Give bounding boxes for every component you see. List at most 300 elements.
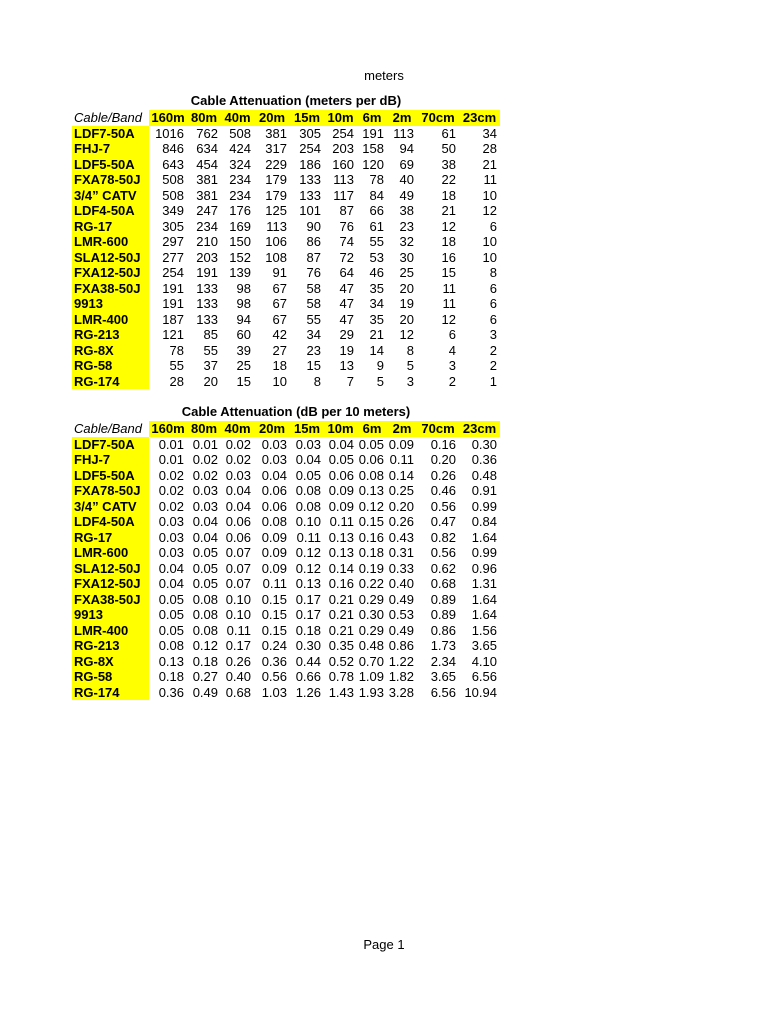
attenuation-value: 0.06 [225, 529, 251, 545]
attenuation-value: 10 [482, 187, 497, 203]
attenuation-value: 0.33 [388, 560, 414, 576]
cable-name: LDF4-50A [72, 514, 149, 530]
attenuation-value: 25 [399, 265, 414, 280]
attenuation-value: 0.03 [261, 436, 287, 452]
attenuation-value: 160 [332, 156, 354, 172]
attenuation-value: 0.99 [471, 545, 497, 560]
attenuation-value: 179 [265, 172, 287, 187]
attenuation-value: 0.47 [430, 514, 456, 529]
table-row [72, 219, 500, 235]
attenuation-value: 18 [441, 234, 456, 249]
table-row [72, 669, 500, 685]
attenuation-value: 0.56 [430, 545, 456, 560]
attenuation-value: 5 [406, 358, 414, 373]
attenuation-value: 133 [299, 187, 321, 203]
attenuation-value: 117 [333, 187, 354, 203]
attenuation-value: 1.31 [471, 576, 497, 591]
attenuation-value: 643 [162, 156, 184, 172]
cable-name: FHJ-7 [72, 452, 149, 468]
cable-name: LDF5-50A [72, 468, 149, 484]
attenuation-value: 53 [369, 249, 384, 265]
band-header: 20m [254, 421, 290, 437]
attenuation-value: 10 [482, 249, 497, 265]
band-header: 160m [149, 421, 187, 437]
attenuation-value: 0.24 [261, 638, 287, 653]
attenuation-value: 297 [162, 234, 184, 249]
attenuation-value: 0.18 [358, 545, 384, 560]
cable-name: RG-213 [72, 638, 149, 654]
attenuation-value: 34 [306, 327, 321, 342]
attenuation-value: 0.86 [388, 638, 414, 653]
attenuation-value: 139 [229, 265, 251, 280]
table-row [72, 638, 500, 654]
attenuation-value: 0.04 [261, 467, 287, 483]
table-row [72, 265, 500, 281]
attenuation-value: 1.26 [295, 684, 321, 700]
attenuation-value: 0.99 [471, 498, 497, 514]
attenuation-value: 186 [299, 156, 321, 172]
table-2-title: Cable Attenuation (dB per 10 meters) [181, 404, 411, 419]
attenuation-value: 0.96 [471, 560, 497, 576]
attenuation-value: 0.08 [295, 483, 321, 498]
attenuation-value: 508 [229, 125, 251, 141]
attenuation-value: 0.05 [192, 576, 218, 591]
attenuation-value: 133 [196, 311, 218, 327]
attenuation-value: 0.40 [225, 669, 251, 684]
attenuation-value: 0.53 [388, 607, 414, 622]
attenuation-value: 0.03 [158, 545, 184, 560]
attenuation-value: 1.82 [388, 669, 414, 684]
attenuation-value: 20 [399, 280, 414, 296]
table-row [72, 281, 500, 297]
attenuation-value: 10.94 [464, 684, 497, 700]
attenuation-value: 3 [448, 358, 456, 373]
attenuation-value: 86 [306, 234, 321, 249]
attenuation-value: 0.03 [261, 452, 287, 467]
attenuation-value: 0.03 [158, 529, 184, 545]
attenuation-value: 12 [482, 203, 497, 218]
attenuation-value: 150 [229, 234, 251, 249]
attenuation-value: 454 [196, 156, 218, 172]
attenuation-value: 30 [399, 249, 414, 265]
attenuation-value: 0.14 [388, 467, 414, 483]
band-header: 40m [221, 110, 254, 126]
cable-name: 3/4” CATV [72, 188, 149, 204]
table-row [72, 576, 500, 592]
cable-name: RG-17 [72, 530, 149, 546]
attenuation-value: 234 [229, 187, 251, 203]
attenuation-value: 152 [229, 249, 251, 265]
attenuation-value: 3.65 [430, 669, 456, 684]
attenuation-value: 381 [196, 187, 218, 203]
attenuation-value: 34 [482, 125, 497, 141]
attenuation-value: 0.13 [158, 653, 184, 669]
attenuation-value: 4.10 [471, 653, 497, 669]
cable-name: 3/4” CATV [72, 499, 149, 515]
attenuation-value: 324 [229, 156, 251, 172]
attenuation-value: 0.26 [430, 467, 456, 483]
attenuation-value: 0.03 [192, 483, 218, 498]
cable-name: FXA12-50J [72, 265, 149, 281]
attenuation-value: 0.35 [328, 638, 354, 653]
attenuation-value: 203 [196, 249, 218, 265]
attenuation-value: 0.10 [295, 514, 321, 529]
attenuation-value: 1.64 [471, 529, 497, 545]
table-row [72, 343, 500, 359]
attenuation-value: 0.13 [358, 483, 384, 498]
attenuation-value: 176 [229, 203, 251, 218]
attenuation-value: 0.05 [158, 622, 184, 638]
attenuation-value: 0.12 [192, 638, 218, 653]
attenuation-value: 0.06 [261, 498, 287, 514]
attenuation-value: 42 [272, 327, 287, 342]
attenuation-value: 14 [369, 342, 384, 358]
table-1-body [72, 126, 500, 390]
table-row [72, 234, 500, 250]
attenuation-value: 11 [442, 280, 456, 296]
attenuation-value: 0.62 [430, 560, 456, 576]
attenuation-value: 0.44 [295, 653, 321, 669]
attenuation-value: 203 [332, 141, 354, 156]
attenuation-value: 2 [489, 342, 497, 358]
attenuation-value: 0.04 [158, 576, 184, 591]
attenuation-value: 133 [196, 280, 218, 296]
attenuation-value: 1.64 [471, 607, 497, 622]
attenuation-value: 9 [376, 358, 384, 373]
attenuation-value: 0.30 [471, 436, 497, 452]
attenuation-value: 0.09 [328, 498, 354, 514]
attenuation-value: 2.34 [430, 653, 456, 669]
attenuation-value: 0.15 [261, 607, 287, 622]
attenuation-value: 0.31 [388, 545, 414, 560]
attenuation-value: 67 [272, 311, 287, 327]
attenuation-value: 381 [265, 125, 287, 141]
attenuation-value: 0.02 [158, 467, 184, 483]
table-row [72, 654, 500, 670]
attenuation-value: 234 [196, 218, 218, 234]
band-header: 23cm [459, 110, 500, 126]
attenuation-value: 6 [489, 280, 497, 296]
table-row [72, 468, 500, 484]
attenuation-value: 90 [306, 218, 321, 234]
attenuation-value: 21 [441, 203, 456, 218]
attenuation-value: 0.04 [192, 529, 218, 545]
attenuation-value: 55 [203, 342, 218, 358]
attenuation-value: 3 [406, 373, 414, 389]
attenuation-value: 108 [265, 249, 287, 265]
attenuation-value: 0.09 [328, 483, 354, 498]
attenuation-value: 0.89 [430, 607, 456, 622]
cable-name: FXA78-50J [72, 172, 149, 188]
attenuation-value: 69 [399, 156, 414, 172]
cable-name: LMR-600 [72, 545, 149, 561]
attenuation-value: 0.06 [358, 452, 384, 467]
attenuation-value: 0.03 [225, 467, 251, 483]
attenuation-value: 5 [376, 373, 384, 389]
table-row [72, 437, 500, 453]
attenuation-value: 0.17 [295, 607, 321, 622]
attenuation-value: 4 [448, 342, 456, 358]
attenuation-value: 15 [441, 265, 456, 280]
attenuation-value: 28 [169, 373, 184, 389]
attenuation-value: 191 [162, 280, 184, 296]
attenuation-value: 50 [441, 141, 456, 156]
cable-band-header: Cable/Band [74, 421, 142, 436]
attenuation-value: 60 [236, 327, 251, 342]
cable-name: LDF4-50A [72, 203, 149, 219]
attenuation-value: 349 [162, 203, 184, 218]
attenuation-value: 11 [483, 172, 497, 187]
attenuation-value: 125 [265, 203, 287, 218]
attenuation-value: 10 [272, 373, 287, 389]
band-header: 70cm [417, 110, 459, 126]
attenuation-value: 3.65 [471, 638, 497, 653]
band-header: 15m [290, 110, 324, 126]
attenuation-value: 0.05 [192, 560, 218, 576]
band-header: 70cm [417, 421, 459, 437]
attenuation-value: 0.04 [225, 483, 251, 498]
table-row [72, 358, 500, 374]
attenuation-value: 0.16 [358, 529, 384, 545]
attenuation-value: 0.11 [262, 576, 287, 591]
attenuation-value: 0.68 [225, 684, 251, 700]
attenuation-value: 21 [482, 156, 497, 172]
attenuation-value: 0.20 [430, 452, 456, 467]
cable-name: FXA78-50J [72, 483, 149, 499]
attenuation-value: 0.08 [358, 467, 384, 483]
attenuation-value: 0.11 [389, 452, 414, 467]
cable-name: 9913 [72, 607, 149, 623]
attenuation-value: 6 [489, 296, 497, 311]
attenuation-value: 508 [162, 187, 184, 203]
attenuation-value: 113 [393, 125, 414, 141]
attenuation-value: 20 [399, 311, 414, 327]
attenuation-value: 0.30 [295, 638, 321, 653]
table-row [72, 561, 500, 577]
attenuation-value: 6 [489, 311, 497, 327]
attenuation-value: 0.86 [430, 622, 456, 638]
attenuation-value: 76 [306, 265, 321, 280]
table-row [72, 141, 500, 157]
attenuation-value: 0.18 [158, 669, 184, 684]
attenuation-value: 0.06 [328, 467, 354, 483]
band-header: 160m [149, 110, 187, 126]
attenuation-value: 0.04 [192, 514, 218, 529]
attenuation-value: 0.56 [261, 669, 287, 684]
attenuation-value: 0.49 [192, 684, 218, 700]
attenuation-value: 0.08 [192, 591, 218, 607]
attenuation-value: 0.46 [430, 483, 456, 498]
attenuation-value: 0.10 [225, 591, 251, 607]
band-header: 2m [387, 110, 417, 126]
attenuation-value: 0.89 [430, 591, 456, 607]
attenuation-value: 58 [306, 296, 321, 311]
attenuation-value: 0.09 [261, 529, 287, 545]
attenuation-value: 0.11 [226, 622, 251, 638]
band-header: 23cm [459, 421, 500, 437]
attenuation-value: 120 [362, 156, 384, 172]
attenuation-value: 0.49 [388, 622, 414, 638]
attenuation-value: 76 [339, 218, 354, 234]
attenuation-value: 34 [369, 296, 384, 311]
attenuation-value: 55 [369, 234, 384, 249]
attenuation-value: 0.29 [358, 622, 384, 638]
attenuation-value: 19 [399, 296, 414, 311]
attenuation-value: 6.56 [430, 684, 456, 700]
attenuation-value: 169 [229, 218, 251, 234]
attenuation-value: 0.22 [358, 576, 384, 591]
band-header: 6m [357, 110, 387, 126]
attenuation-value: 0.48 [358, 638, 384, 653]
attenuation-table-meters-per-db [72, 110, 500, 389]
attenuation-value: 0.70 [358, 653, 384, 669]
page-footer: Page 1 [363, 937, 405, 952]
attenuation-value: 67 [272, 280, 287, 296]
table-row [72, 374, 500, 390]
attenuation-value: 0.04 [158, 560, 184, 576]
attenuation-value: 187 [162, 311, 184, 327]
attenuation-value: 0.08 [158, 638, 184, 653]
attenuation-value: 0.30 [358, 607, 384, 622]
attenuation-value: 91 [272, 265, 287, 280]
cable-name: RG-58 [72, 669, 149, 685]
attenuation-value: 0.05 [158, 607, 184, 622]
table-row [72, 126, 500, 142]
attenuation-value: 1.22 [388, 653, 414, 669]
attenuation-value: 94 [399, 141, 414, 156]
attenuation-value: 0.08 [295, 498, 321, 514]
attenuation-value: 0.52 [328, 653, 354, 669]
attenuation-value: 55 [306, 311, 321, 327]
attenuation-value: 78 [169, 342, 184, 358]
attenuation-value: 67 [272, 296, 287, 311]
cable-name: RG-174 [72, 374, 149, 390]
attenuation-value: 106 [265, 234, 287, 249]
attenuation-value: 12 [399, 327, 414, 342]
attenuation-value: 0.08 [192, 607, 218, 622]
attenuation-value: 20 [203, 373, 218, 389]
attenuation-value: 0.02 [158, 483, 184, 498]
attenuation-value: 277 [162, 249, 184, 265]
attenuation-value: 133 [196, 296, 218, 311]
table-2-body [72, 437, 500, 701]
attenuation-value: 15 [236, 373, 251, 389]
attenuation-value: 74 [339, 234, 354, 249]
band-header: 10m [324, 421, 357, 437]
attenuation-value: 16 [441, 249, 456, 265]
attenuation-value: 0.05 [328, 452, 354, 467]
attenuation-value: 21 [369, 327, 384, 342]
attenuation-value: 25 [236, 358, 251, 373]
attenuation-value: 0.01 [192, 436, 218, 452]
attenuation-value: 8 [489, 265, 497, 280]
attenuation-value: 0.12 [295, 545, 321, 560]
attenuation-value: 0.18 [295, 622, 321, 638]
attenuation-value: 18 [441, 187, 456, 203]
attenuation-value: 94 [236, 311, 251, 327]
attenuation-value: 0.36 [261, 653, 287, 669]
attenuation-value: 0.36 [471, 452, 497, 467]
attenuation-value: 191 [362, 125, 384, 141]
attenuation-value: 40 [399, 172, 414, 187]
attenuation-value: 0.01 [158, 436, 184, 452]
table-2-header [72, 421, 500, 437]
attenuation-value: 6.56 [471, 669, 497, 684]
attenuation-value: 0.21 [328, 591, 354, 607]
attenuation-value: 0.36 [158, 684, 184, 700]
table-1-header [72, 110, 500, 126]
attenuation-value: 3 [489, 327, 497, 342]
attenuation-value: 23 [306, 342, 321, 358]
attenuation-value: 0.02 [192, 452, 218, 467]
table-row [72, 530, 500, 546]
attenuation-value: 0.12 [358, 498, 384, 514]
attenuation-value: 87 [339, 203, 354, 218]
attenuation-value: 27 [272, 342, 287, 358]
attenuation-value: 38 [441, 156, 456, 172]
attenuation-value: 133 [299, 172, 321, 187]
attenuation-value: 6 [448, 327, 456, 342]
attenuation-value: 0.91 [471, 483, 497, 498]
attenuation-value: 762 [196, 125, 218, 141]
attenuation-value: 113 [333, 172, 354, 187]
attenuation-value: 1 [489, 373, 497, 389]
attenuation-value: 28 [482, 141, 497, 156]
cable-name: LDF7-50A [72, 437, 149, 453]
attenuation-value: 0.17 [225, 638, 251, 653]
attenuation-value: 0.29 [358, 591, 384, 607]
attenuation-value: 247 [196, 203, 218, 218]
attenuation-value: 78 [369, 172, 384, 187]
attenuation-value: 0.40 [388, 576, 414, 591]
attenuation-value: 113 [266, 218, 287, 234]
attenuation-value: 0.02 [158, 498, 184, 514]
attenuation-value: 0.08 [261, 514, 287, 529]
cable-name: RG-58 [72, 358, 149, 374]
cable-name: LMR-600 [72, 234, 149, 250]
attenuation-value: 0.06 [225, 514, 251, 529]
attenuation-value: 0.68 [430, 576, 456, 591]
table-row [72, 172, 500, 188]
attenuation-value: 0.03 [158, 514, 184, 529]
attenuation-value: 12 [441, 218, 456, 234]
attenuation-value: 35 [369, 280, 384, 296]
attenuation-value: 35 [369, 311, 384, 327]
band-header: 80m [187, 110, 221, 126]
attenuation-value: 19 [339, 342, 354, 358]
attenuation-value: 0.25 [388, 483, 414, 498]
attenuation-value: 0.09 [388, 436, 414, 452]
attenuation-value: 0.15 [358, 514, 384, 529]
header-row [72, 110, 500, 126]
attenuation-value: 0.16 [430, 436, 456, 452]
attenuation-value: 47 [339, 280, 354, 296]
attenuation-value: 508 [162, 172, 184, 187]
table-row [72, 514, 500, 530]
attenuation-value: 0.17 [295, 591, 321, 607]
attenuation-value: 158 [362, 141, 384, 156]
cable-name: LMR-400 [72, 623, 149, 639]
attenuation-value: 8 [406, 342, 414, 358]
cable-name: FXA38-50J [72, 592, 149, 608]
attenuation-value: 0.07 [225, 560, 251, 576]
attenuation-value: 15 [306, 358, 321, 373]
attenuation-value: 0.82 [430, 529, 456, 545]
attenuation-value: 0.06 [261, 483, 287, 498]
attenuation-value: 0.05 [158, 591, 184, 607]
cable-name: FHJ-7 [72, 141, 149, 157]
table-row [72, 312, 500, 328]
